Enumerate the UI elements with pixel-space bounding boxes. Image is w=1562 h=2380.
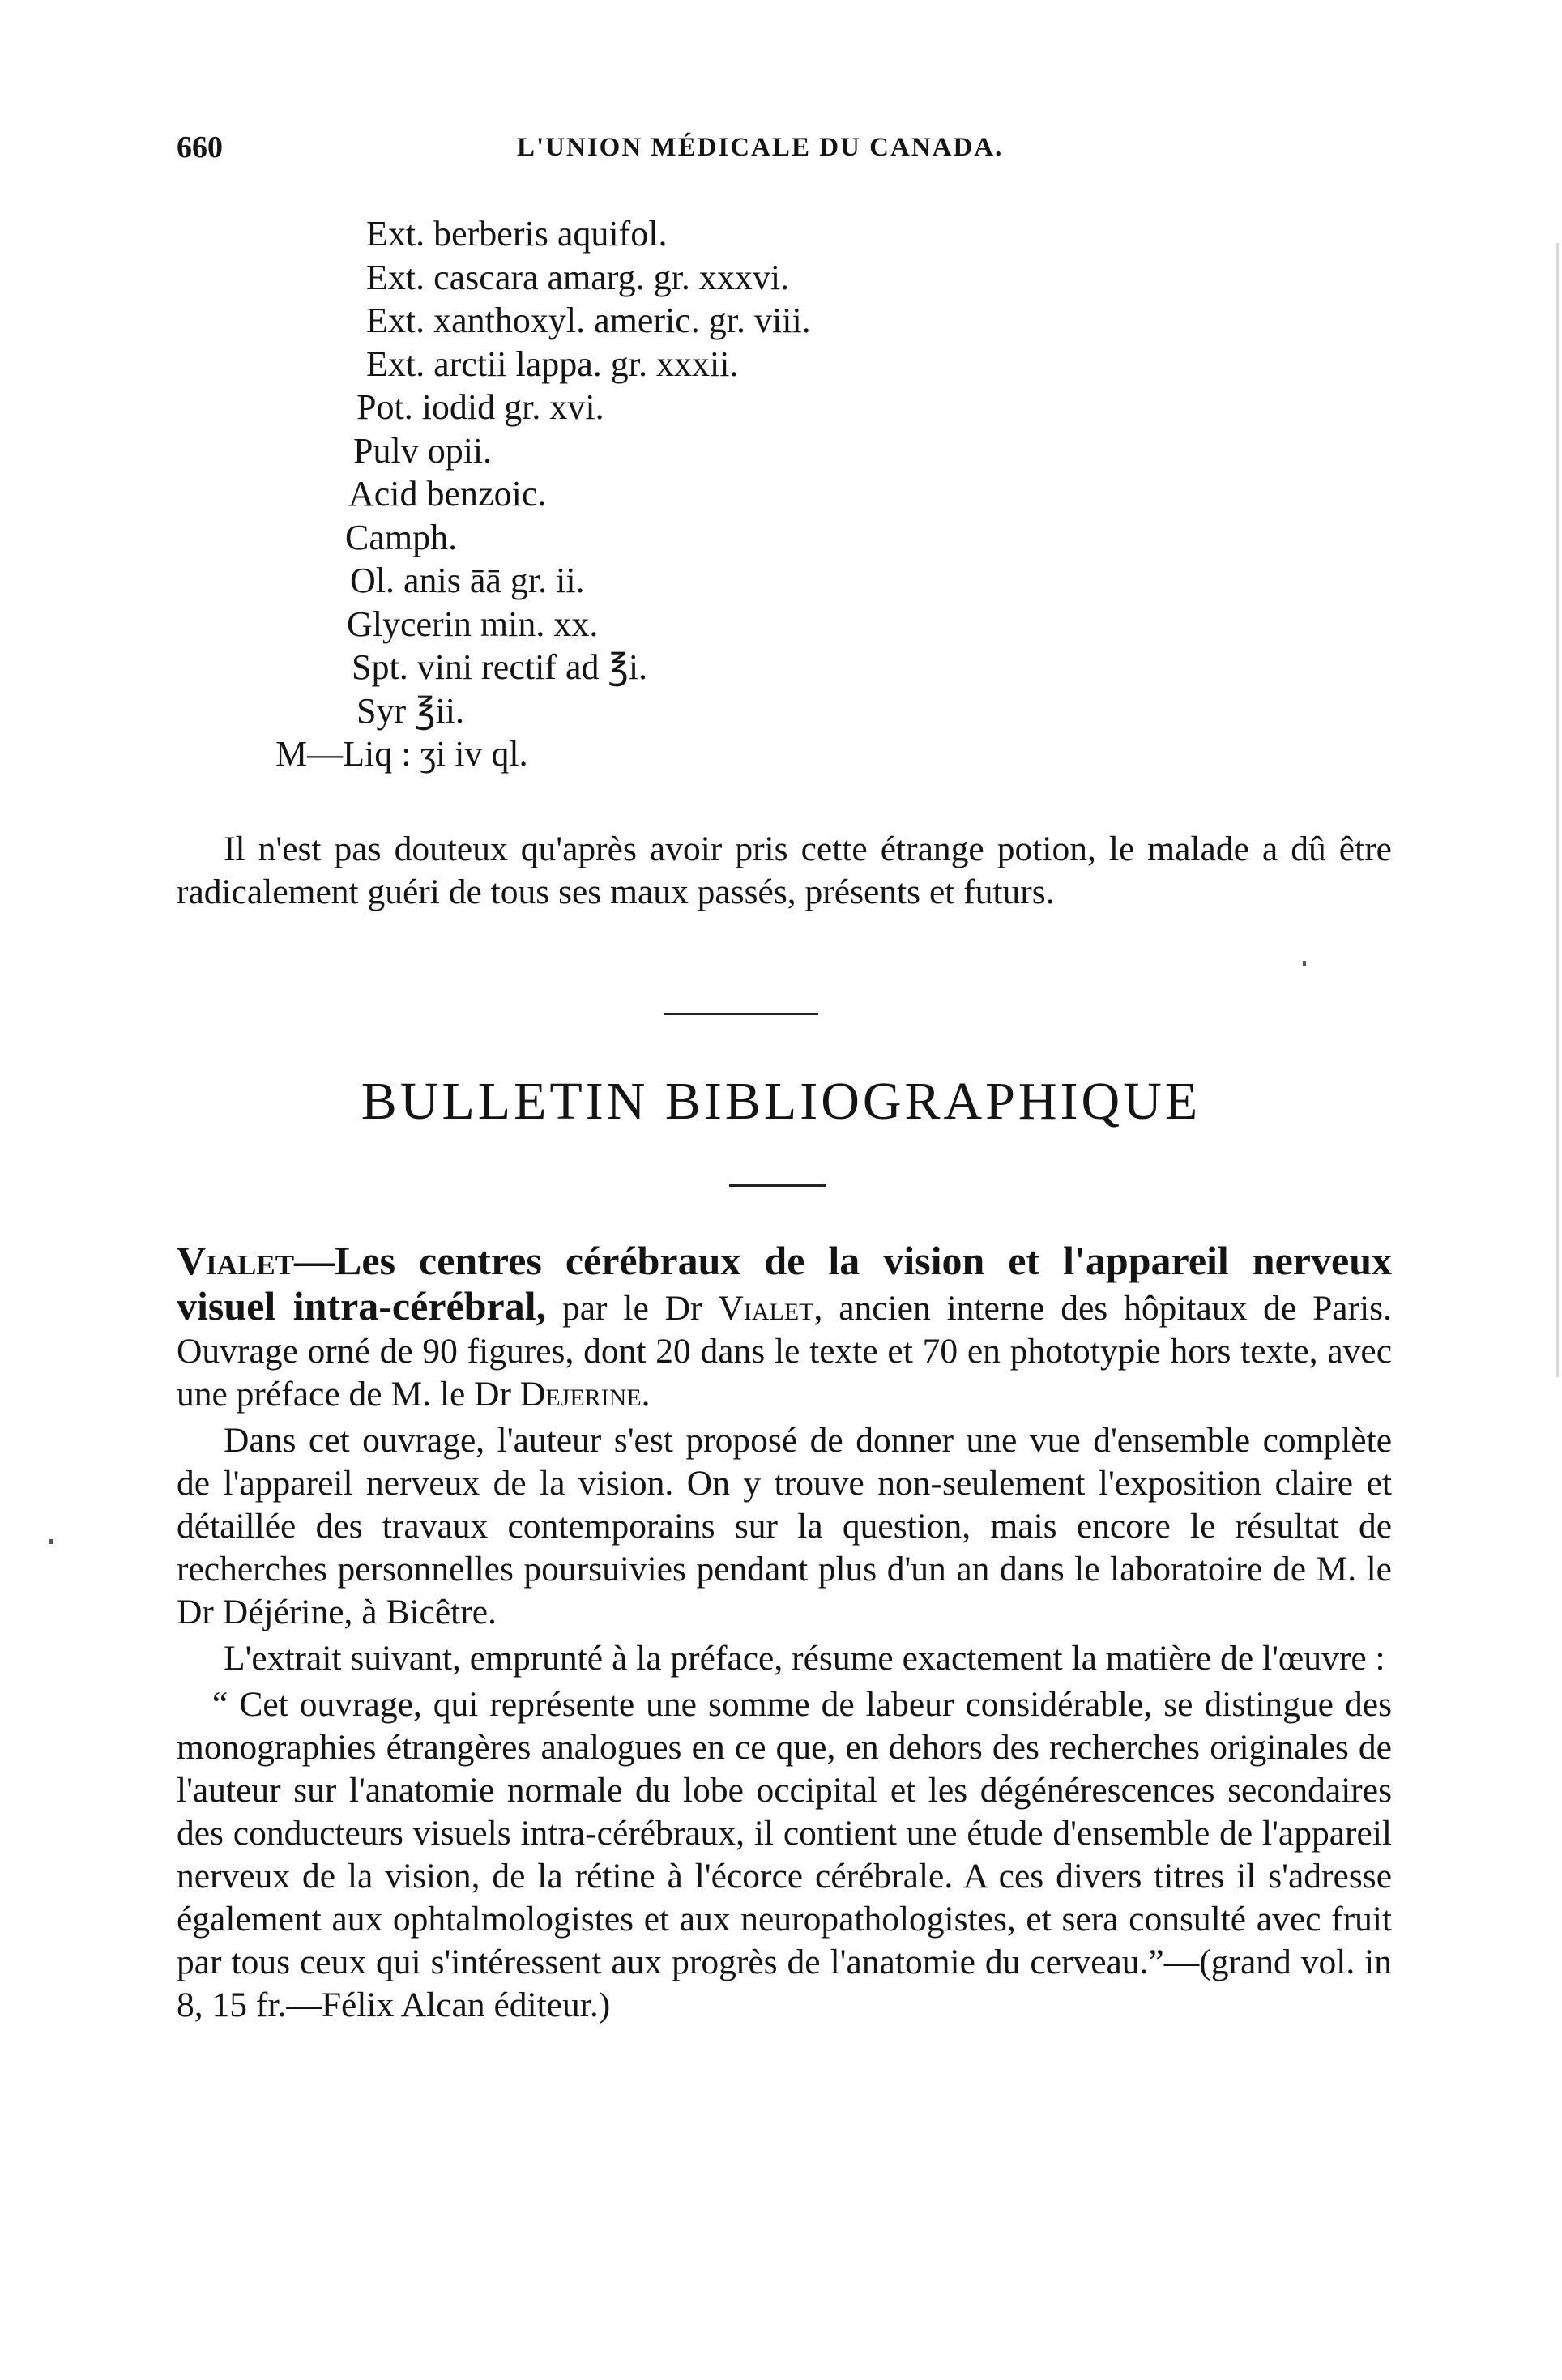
- print-speck: [1303, 961, 1306, 966]
- entry-byline-author: Vialet: [718, 1289, 814, 1328]
- section-divider: [664, 1013, 818, 1015]
- entry-byline-end: .: [641, 1375, 651, 1414]
- formula-line: Syr ℥ii.: [356, 690, 464, 731]
- formula-line: Ol. anis āā gr. ii.: [350, 561, 585, 600]
- formula-line: Camph.: [345, 517, 458, 557]
- formula-line: Pot. iodid gr. xvi.: [356, 387, 604, 427]
- formula-line: Acid benzoic.: [348, 474, 547, 514]
- formula-line: Pulv opii.: [353, 430, 493, 471]
- formula-line: Ext. cascara amarg. gr. xxxvi.: [366, 257, 790, 297]
- formula-line: Ext. arctii lappa. gr. xxxii.: [366, 343, 739, 384]
- title-divider: [729, 1184, 826, 1187]
- formula-line: Glycerin min. xx.: [347, 604, 599, 644]
- print-speck: [49, 1539, 53, 1544]
- entry-paragraph: Dans cet ouvrage, l'auteur s'est proposé de donner une vue d'ensemble complète de l'appareil nerveux de la vision. On y trouve non-seulement l'exposition claire et détaillée des travaux contemporains sur la question, mais encore le résultat de recherches personnelles poursuivies pendant plus d'un an dans le laboratoire de M. le Dr Déjérine, à Bicêtre.: [177, 1421, 1392, 1631]
- running-head: L'UNION MÉDICALE DU CANADA.: [517, 133, 1004, 162]
- prescription-formula: [275, 212, 1329, 776]
- formula-line: M—Liq : ʒi iv ql.: [275, 734, 528, 774]
- entry-preface-author: Dejerine: [519, 1375, 642, 1414]
- formula-line: Spt. vini rectif ad ℥i.: [352, 647, 648, 687]
- entry-quote: “ Cet ouvrage, qui représente une somme de labeur considérable, se distingue des monographies étrangères analogues en ce que, en dehors des recherches originales de l'auteur sur l'anatomie normale du lobe occipital et les dégénérescences secondaires des conducteurs visuels intra-cérébraux, il contient une étude d'ensemble de l'appareil nerveux de la vision, de la rétine à l'écorce cérébrale. A ces divers titres il s'adresse également aux ophtalmologistes et aux neuropathologistes, et sera consulté avec fruit par tous ceux qui s'intéressent aux progrès de l'anatomie du cerveau.”—(grand vol. in 8, 15 fr.—Félix Alcan éditeur.): [177, 1685, 1392, 2024]
- entry-author: Vialet: [177, 1238, 295, 1283]
- formula-line: Ext. xanthoxyl. americ. gr. viii.: [366, 301, 811, 340]
- bibliography-entry: [177, 1239, 1392, 2027]
- page-header: [177, 130, 1392, 186]
- entry-title: Les centres cérébraux de la vision et l'appareil nerveux visuel intra-cérébral,: [177, 1238, 1392, 1329]
- page-number: 660: [177, 130, 223, 164]
- entry-byline: , ancien interne des hôpitaux de Paris. Ouvrage orné de 90 figures, dont 20 dans le texte et 70 en phototypie hors texte, avec une préface de M. le Dr: [177, 1289, 1392, 1414]
- formula-line: Ext. berberis aquifol.: [366, 214, 668, 254]
- entry-heading: [177, 1239, 1392, 1416]
- closing-paragraph: Il n'est pas douteux qu'après avoir pris cette étrange potion, le malade a dû être radicalement guéri de tous ses maux passés, présents et futurs.: [177, 829, 1392, 911]
- scan-edge: [1556, 243, 1559, 1377]
- entry-dash: —: [294, 1238, 335, 1283]
- entry-byline-prefix: par le Dr: [546, 1289, 719, 1328]
- entry-paragraph: L'extrait suivant, emprunté à la préface, résume exactement la matière de l'œuvre :: [224, 1639, 1385, 1678]
- section-title: BULLETIN BIBLIOGRAPHIQUE: [361, 1072, 1201, 1131]
